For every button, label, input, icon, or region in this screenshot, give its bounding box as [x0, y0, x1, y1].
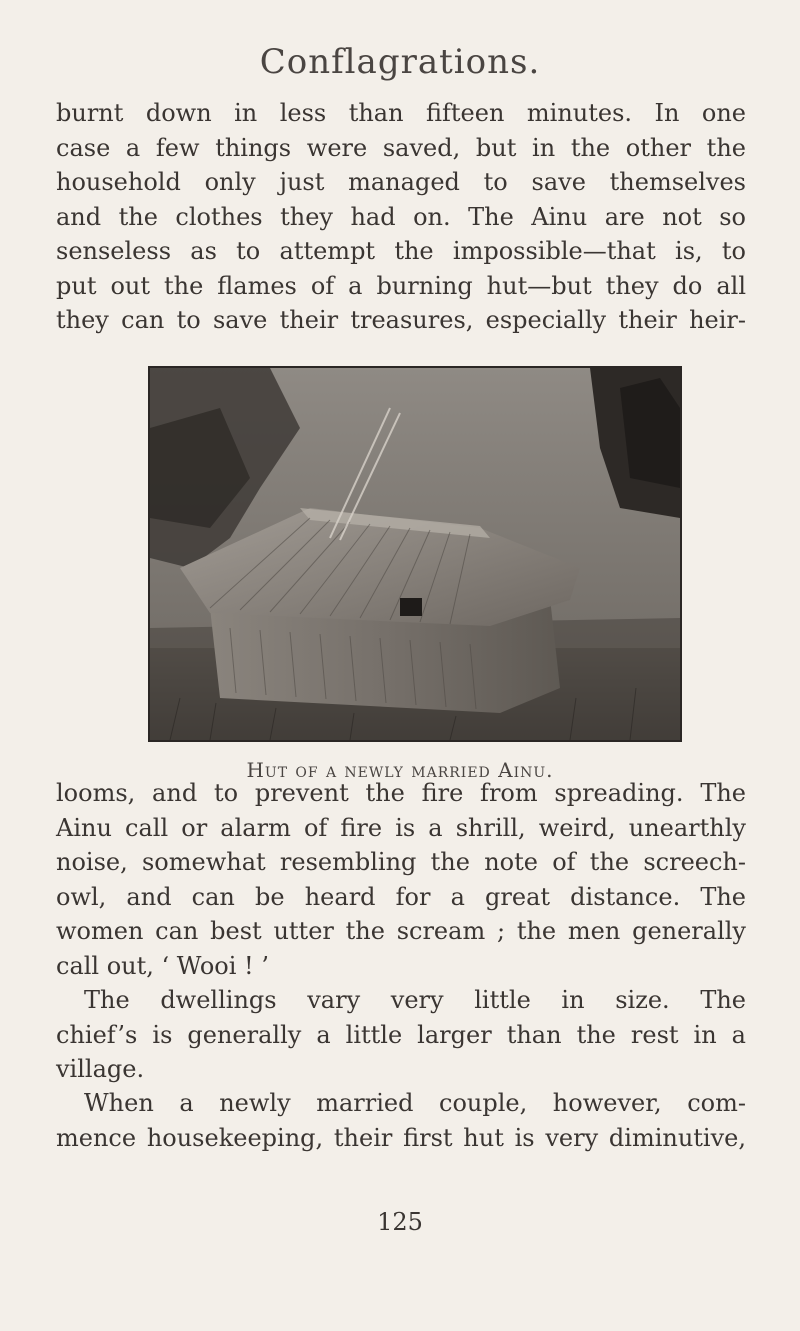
text-line: Ainu call or alarm of fire is a shrill, weird, unearthly — [56, 813, 746, 842]
text-line: they can to save their treasures, especially their heir- — [56, 306, 746, 334]
text-line: women can best utter the scream ; the men generally — [56, 917, 746, 945]
text-line: call out, ‘ Wooi ! ’ — [56, 951, 269, 980]
hut-photograph — [148, 366, 682, 742]
text-line: noise, somewhat resembling the note of the screech- — [56, 848, 746, 876]
text-line: looms, and to prevent the fire from spreading. The — [56, 779, 746, 807]
paragraph-newly-married — [56, 1086, 746, 1155]
text-line: The dwellings vary very little in size. The — [84, 986, 746, 1014]
paragraph-top — [56, 96, 746, 338]
text-line: When a newly married couple, however, com- — [84, 1089, 746, 1117]
text-line: burnt down in less than fifteen minutes. In one — [56, 99, 746, 127]
text-line: village. — [56, 1055, 145, 1083]
text-line: chief’s is generally a little larger than the rest in a — [56, 1020, 746, 1049]
text-line: household only just managed to save themselves — [56, 168, 746, 196]
running-head: Conflagrations. — [259, 42, 541, 82]
paragraph-alarm — [56, 776, 746, 983]
text-line: senseless as to attempt the impossible—that is, to — [56, 237, 746, 265]
paragraph-dwellings — [56, 983, 746, 1087]
text-line: put out the flames of a burning hut—but they do all — [56, 271, 746, 300]
plate-caption: Hut of a newly married Ainu. — [246, 758, 554, 782]
text-line: case a few things were saved, but in the other the — [56, 133, 746, 162]
text-line: and the clothes they had on. The Ainu are not so — [56, 202, 746, 231]
page-number: 125 — [377, 1208, 423, 1236]
text-line: owl, and can be heard for a great distance. The — [56, 882, 746, 911]
text-line: mence housekeeping, their first hut is very diminutive, — [56, 1123, 746, 1152]
